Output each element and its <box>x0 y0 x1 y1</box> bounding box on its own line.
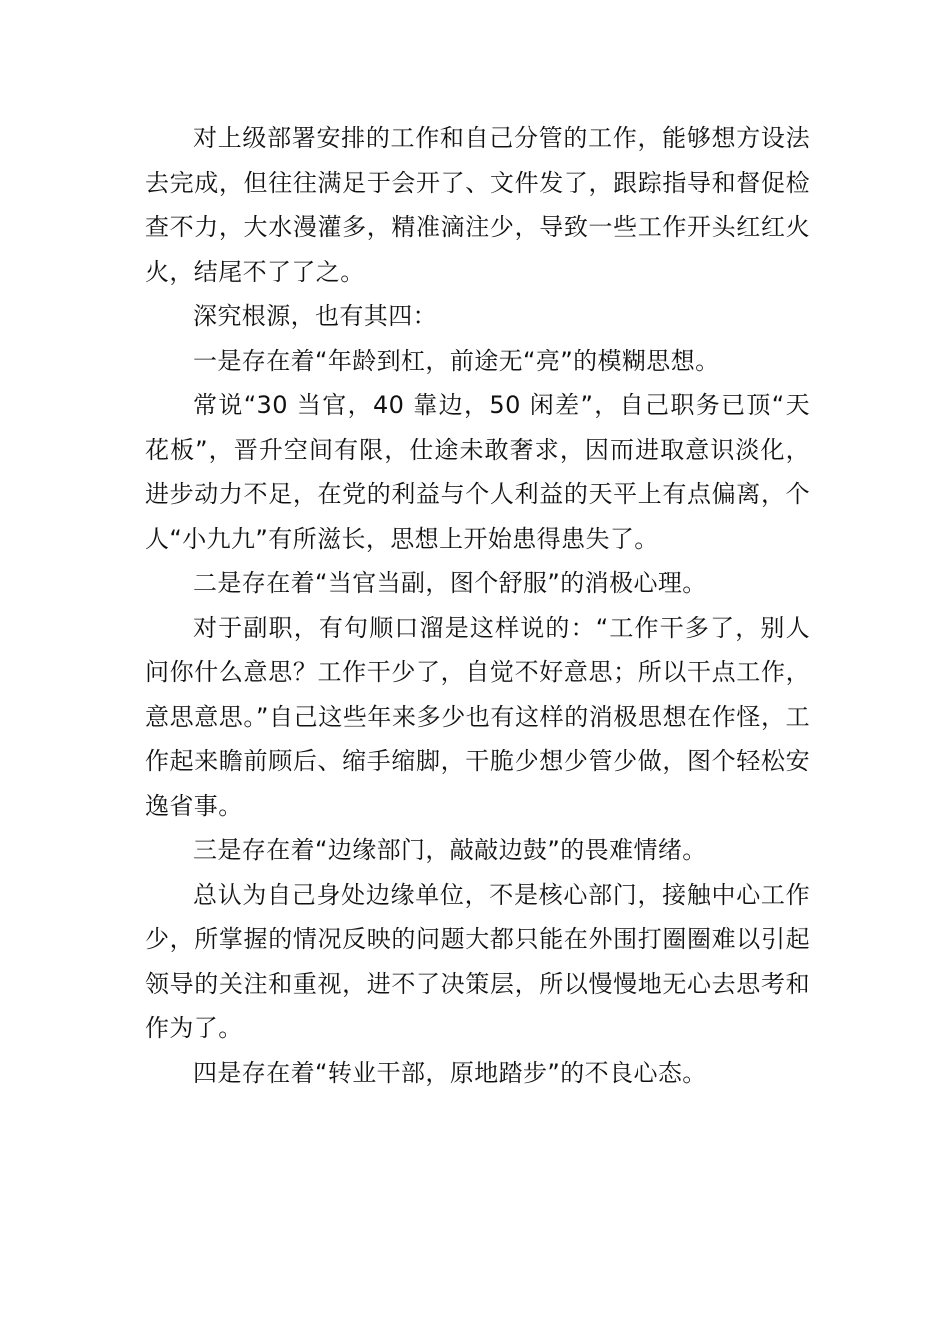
document-body <box>145 116 810 1095</box>
paragraph: 二是存在着“当官当副，图个舒服”的消极心理。 <box>193 569 707 597</box>
paragraph: 常说“30 当官，40 靠边，50 闲差”，自己职务已顶“天花板”，晋升空间有限，仕途未敢奢求，因而进取意识淡化，进步动力不足，在党的利益与个人利益的天平上有点偏离，个人“小九九”有所滋长，思想上开始患得患失了。 <box>145 391 810 553</box>
paragraph: 一是存在着“年龄到杠，前途无“亮”的模糊思想。 <box>193 346 720 375</box>
paragraph: 对于副职，有句顺口溜是这样说的：“工作干多了，别人问你什么意思？工作干少了，自觉不好意思；所以干点工作，意思意思。”自己这些年来多少也有这样的消极思想在作怪，工作起来瞻前顾后、缩手缩脚，干脆少想少管少做，图个轻松安逸省事。 <box>145 613 810 820</box>
paragraph: 深究根源，也有其四： <box>193 302 437 330</box>
paragraph: 总认为自己身处边缘单位，不是核心部门，接触中心工作少，所掌握的情况反映的问题大都只能在外围打圈圈难以引起领导的关注和重视，进不了决策层，所以慢慢地无心去思考和作为了。 <box>145 880 810 1042</box>
paragraph: 对上级部署安排的工作和自己分管的工作，能够想方设法去完成，但往往满足于会开了、文件发了，跟踪指导和督促检查不力，大水漫灌多，精准滴注少，导致一些工作开头红红火火，结尾不了了之。 <box>145 124 810 286</box>
paragraph: 三是存在着“边缘部门，敲敲边鼓”的畏难情绪。 <box>193 836 707 864</box>
paragraph: 四是存在着“转业干部，原地踏步”的不良心态。 <box>193 1058 707 1087</box>
